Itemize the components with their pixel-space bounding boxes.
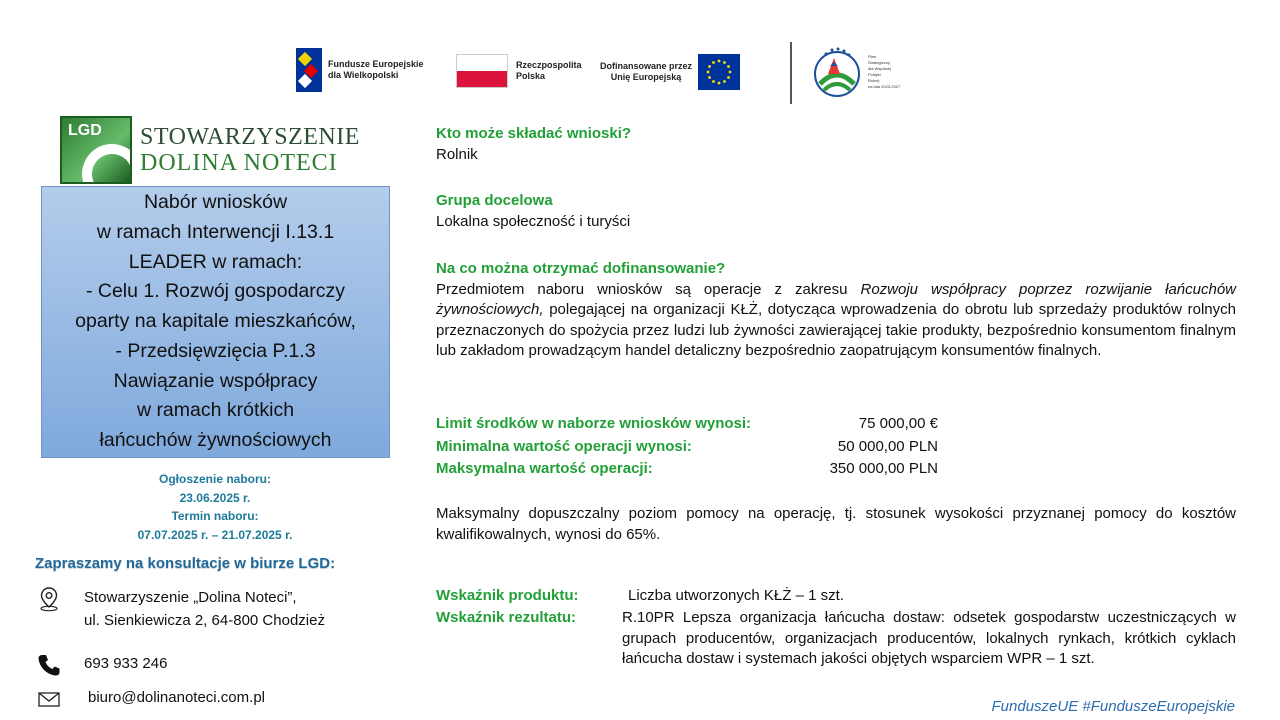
fe-logo-line1: Fundusze Europejskie [328,59,424,69]
ps-line2: Strategiczny [868,60,891,65]
limit-value: 350 000,00 PLN [829,460,938,477]
ps-line3: dla Wspólnej [868,66,891,71]
eu-logo-line1: Dofinansowane przez [600,61,693,71]
limit-row [436,459,938,480]
contact-phone [36,652,167,678]
location-pin-icon [36,586,62,612]
fundusze-europejskie-logo [296,48,424,92]
indicator-label: Wskaźnik produktu: [436,587,579,604]
address-line2: ul. Sienkiewicza 2, 64-800 Chodzież [84,612,325,629]
email-address[interactable]: biuro@dolinanoteci.com.pl [88,689,265,706]
indicator-label: Wskaźnik rezultatu: [436,609,577,626]
contact-address [36,586,325,632]
title-line: Nabór wniosków [143,191,288,214]
envelope-icon [36,686,62,712]
deadline-label: Termin naboru: [171,509,259,523]
fe-logo-line2: dla Wielkopolski [328,70,399,80]
lgd-emblem-icon [60,116,132,184]
lgd-name-line2: DOLINA NOTECI [140,150,338,176]
limit-row [436,437,938,458]
max-aid-text: Maksymalny dopuszczalny poziom pomocy na operację, tj. stosunek wysokości przyznanej pomocy do kosztów kwalifikowalnych, wynosi do 65%. [436,505,1236,543]
funding-text-start: Przedmiotem naboru wniosków są operacje z zakresu [436,280,861,298]
pl-logo-line1: Rzeczpospolita [516,60,582,70]
address-line1: Stowarzyszenie „Dolina Noteci”, [84,589,297,606]
indicator-value: R.10PR Lepsza organizacja łańcucha dostaw: odsetek gospodarstw uczestniczących w grupach producentów, organizacjach producentów, lokalnych rynkach, krótkich cyklach łańcucha dostaw i systemach jakości objętych wsparciem WPR – 1 szt. [622,609,1236,667]
lgd-badge-text: LGD [68,122,102,139]
title-line: - Przedsięwzięcia P.1.3 [115,339,316,362]
title-line: w ramach Interwencji I.13.1 [96,221,335,244]
deadline-range: 07.07.2025 r. – 21.07.2025 r. [137,527,293,542]
ps-line6: na lata 2023-2027 [868,84,901,89]
title-line: LEADER w ramach: [128,250,303,273]
plan-strategiczny-logo [810,44,902,100]
phone-icon [36,652,62,678]
fe-flag-icon [296,48,322,92]
indicator-row [436,586,1236,607]
title-line: w ramach krótkich [136,399,295,422]
funding-heading: Na co można otrzymać dofinansowanie? [436,260,726,277]
limit-label: Limit środków w naborze wniosków wynosi: [436,415,752,432]
logo-separator [790,42,792,104]
rzeczpospolita-logo [456,54,582,88]
funding-text-italic: Rozwoju współpracy poprzez rozwijanie łańcuchów żywnościowych, [436,280,1236,318]
title-line: oparty na kapitale mieszkańców, [75,310,356,333]
call-dates [100,470,330,544]
who-heading: Kto może składać wnioski? [436,125,632,142]
funding-text-end: polegającej na organizacji KŁŻ, dotycząca wprowadzenia do obrotu lub sprzedaży produktów rolnych przeznaczonych do spożycia przez ludzi lub żywności zawierającej takie produkty, bezpośrednio konsumentom finalnym lub zakładom prowadzącym handel detaliczny bezpośrednio zaopatrującym konsumentów finalnych. [436,301,1236,359]
who-value: Rolnik [436,145,478,163]
pl-logo-line2: Polska [516,71,546,81]
ps-line5: Rolnej [868,78,880,83]
eu-cofinanced-logo [600,54,740,90]
limit-label: Maksymalna wartość operacji: [436,460,653,477]
announcement-date: 23.06.2025 r. [179,490,251,505]
indicator-row [436,608,1236,670]
limit-value: 75 000,00 € [858,415,938,432]
title-line: Nawiązanie współpracy [113,369,318,392]
title-line: - Celu 1. Rozwój gospodarczy [85,280,346,303]
polish-flag-icon [456,54,508,88]
ps-line4: Polityki [868,72,881,77]
eu-flag-icon [698,54,740,90]
ps-line1: Plan [868,54,877,59]
consultation-heading: Zapraszamy na konsultacje w biurze LGD: [35,555,336,572]
target-value: Lokalna społeczność i turyści [436,212,631,230]
limit-row [436,414,938,435]
lgd-logo [60,116,360,184]
target-heading: Grupa docelowa [436,192,553,209]
announcement-label: Ogłoszenie naboru: [158,472,271,486]
call-title-box [41,186,390,458]
limit-value: 50 000,00 PLN [837,438,938,455]
limit-label: Minimalna wartość operacji wynosi: [436,438,692,455]
plan-strategiczny-icon [810,44,864,100]
indicator-value: Liczba utworzonych KŁŻ – 1 szt. [628,587,844,604]
title-line: łańcuchów żywnościowych [99,428,332,451]
contact-email [36,686,265,712]
phone-number[interactable]: 693 933 246 [84,655,168,672]
eu-logo-line2: Unię Europejską [610,72,682,82]
logo-bar [296,42,936,106]
lgd-name-line1: STOWARZYSZENIE [140,124,360,150]
funding-description [436,280,1236,362]
hashtag-footer: FunduszeUE #FunduszeEuropejskie [991,698,1235,715]
